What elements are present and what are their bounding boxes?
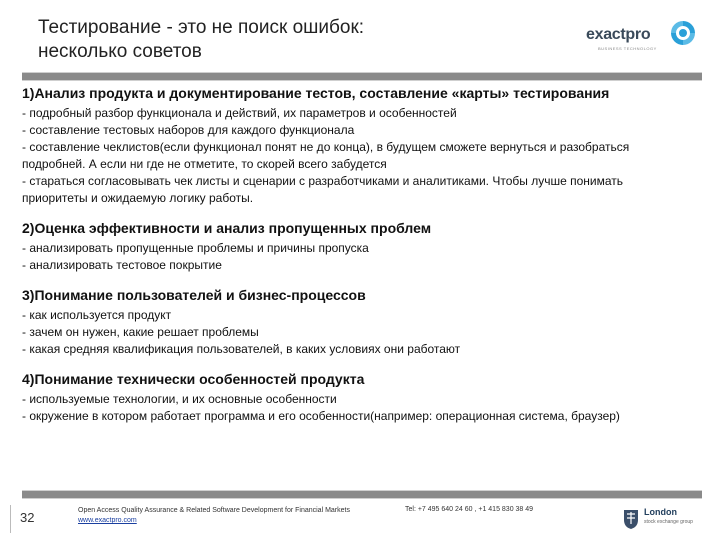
list-item: - анализировать пропущенные проблемы и причины пропуска xyxy=(22,241,369,255)
title-line-2: несколько советов xyxy=(38,41,202,62)
logo-tagline: BUSINESS TECHNOLOGY xyxy=(598,46,657,51)
lseg-crest-icon xyxy=(622,508,640,530)
list-item: - окружение в котором работает программа и его особенности(например: операционная система, браузер) xyxy=(22,409,620,423)
list-item: - стараться согласовывать чек листы и сценарии с разработчиками и аналитиками. Чтобы лучше понимать приоритеты и ожидаемую логику работы. xyxy=(22,174,623,205)
title-line-1: Тестирование - это не поиск ошибок: xyxy=(38,17,365,38)
slide-footer xyxy=(0,505,720,540)
section-technical-features xyxy=(22,370,687,425)
header-divider xyxy=(22,72,702,81)
section-heading: 3)Понимание пользователей и бизнес-процессов xyxy=(22,287,366,303)
list-item: - какая средняя квалификация пользователей, в каких условиях они работают xyxy=(22,342,461,356)
list-item: - используемые технологии, и их основные особенности xyxy=(22,392,337,406)
footer-phone: Tel: +7 495 640 24 60 , +1 415 830 38 49 xyxy=(405,506,534,513)
list-item: - составление тестовых наборов для каждого функционала xyxy=(22,123,355,137)
slide-title xyxy=(38,16,558,64)
footer-divider xyxy=(22,490,702,499)
section-product-analysis xyxy=(22,84,687,207)
section-heading: 1)Анализ продукта и документирование тестов, составление «карты» тестирования xyxy=(22,85,610,101)
exactpro-swirl-icon xyxy=(670,20,696,46)
exactpro-logo xyxy=(586,20,698,50)
partner-subtitle: stock exchange group xyxy=(644,519,693,525)
footer-description: Open Access Quality Assurance & Related Software Development for Financial Markets xyxy=(78,507,350,514)
section-users-business xyxy=(22,286,687,358)
lseg-logo xyxy=(622,507,702,535)
footer-description-block xyxy=(78,506,350,526)
list-item: - как используется продукт xyxy=(22,308,172,322)
section-heading: 4)Понимание технически особенностей продукта xyxy=(22,371,365,387)
footer-website-link[interactable]: www.exactpro.com xyxy=(78,517,137,524)
page-number: 32 xyxy=(20,510,35,525)
page-number-separator xyxy=(10,505,11,533)
list-item: - зачем он нужен, какие решает проблемы xyxy=(22,325,259,339)
list-item: - анализировать тестовое покрытие xyxy=(22,258,222,272)
list-item: - подробный разбор функционала и действий, их параметров и особенностей xyxy=(22,106,457,120)
slide-body xyxy=(22,84,687,437)
logo-wordmark: exactpro xyxy=(586,26,651,43)
partner-name: London xyxy=(644,507,677,517)
list-item: - составление чеклистов(если функционал понят не до конца), в будущем сможете вернуться и разобраться подробней. А если ни где не отметите, то скорей всего забудется xyxy=(22,140,630,171)
section-efficiency-assessment xyxy=(22,219,687,274)
section-heading: 2)Оценка эффективности и анализ пропущенных проблем xyxy=(22,220,432,236)
